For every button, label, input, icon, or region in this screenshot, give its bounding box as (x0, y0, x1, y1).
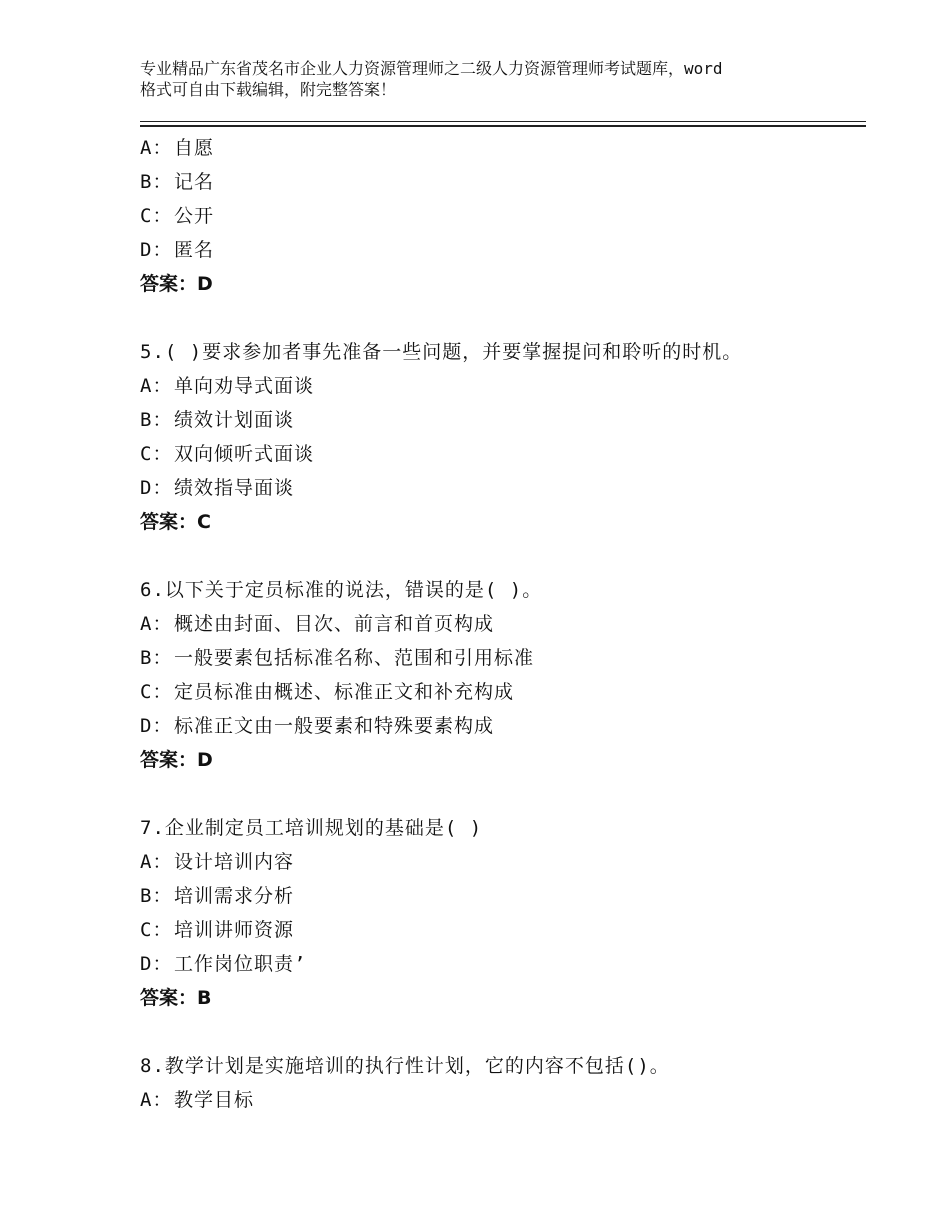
spacer (140, 1015, 866, 1049)
option-b: B：绩效计划面谈 (140, 409, 295, 431)
option-a: A：概述由封面、目次、前言和首页构成 (140, 613, 495, 635)
question-block-4 (140, 131, 866, 301)
answer-label: 答案：B (140, 987, 212, 1009)
option-d: D：工作岗位职责’ (140, 953, 307, 975)
option-c: C：双向倾听式面谈 (140, 443, 315, 465)
option-b: B：一般要素包括标准名称、范围和引用标准 (140, 647, 535, 669)
option-d: D：标准正文由一般要素和特殊要素构成 (140, 715, 495, 737)
option-c: C：培训讲师资源 (140, 919, 295, 941)
question-block-5 (140, 335, 866, 539)
option-d: D：绩效指导面谈 (140, 477, 295, 499)
header-line-2: 格式可自由下载编辑，附完整答案！ (140, 80, 397, 99)
answer-label: 答案：D (140, 749, 213, 771)
option-a: A：自愿 (140, 137, 215, 159)
question-block-7 (140, 811, 866, 1015)
spacer (140, 777, 866, 811)
question-block-8 (140, 1049, 866, 1117)
question-text: 7.企业制定员工培训规划的基础是( ) (140, 817, 483, 839)
document-header (140, 58, 840, 100)
option-b: B：培训需求分析 (140, 885, 295, 907)
header-divider-thin (140, 121, 866, 122)
question-block-6 (140, 573, 866, 777)
question-text: 8.教学计划是实施培训的执行性计划，它的内容不包括()。 (140, 1055, 670, 1077)
spacer (140, 539, 866, 573)
header-line-1: 专业精品广东省茂名市企业人力资源管理师之二级人力资源管理师考试题库，word (140, 59, 723, 78)
question-text: 6.以下关于定员标准的说法，错误的是( )。 (140, 579, 543, 601)
option-a: A：设计培训内容 (140, 851, 295, 873)
question-list (140, 131, 866, 1117)
option-c: C：定员标准由概述、标准正文和补充构成 (140, 681, 515, 703)
answer-label: 答案：C (140, 511, 211, 533)
question-text: 5.( )要求参加者事先准备一些问题，并要掌握提问和聆听的时机。 (140, 341, 743, 363)
spacer (140, 301, 866, 335)
option-c: C：公开 (140, 205, 215, 227)
answer-label: 答案：D (140, 273, 213, 295)
option-b: B：记名 (140, 171, 215, 193)
option-a: A：单向劝导式面谈 (140, 375, 315, 397)
option-a: A：教学目标 (140, 1089, 255, 1111)
header-divider-thick (140, 125, 866, 127)
option-d: D：匿名 (140, 239, 215, 261)
